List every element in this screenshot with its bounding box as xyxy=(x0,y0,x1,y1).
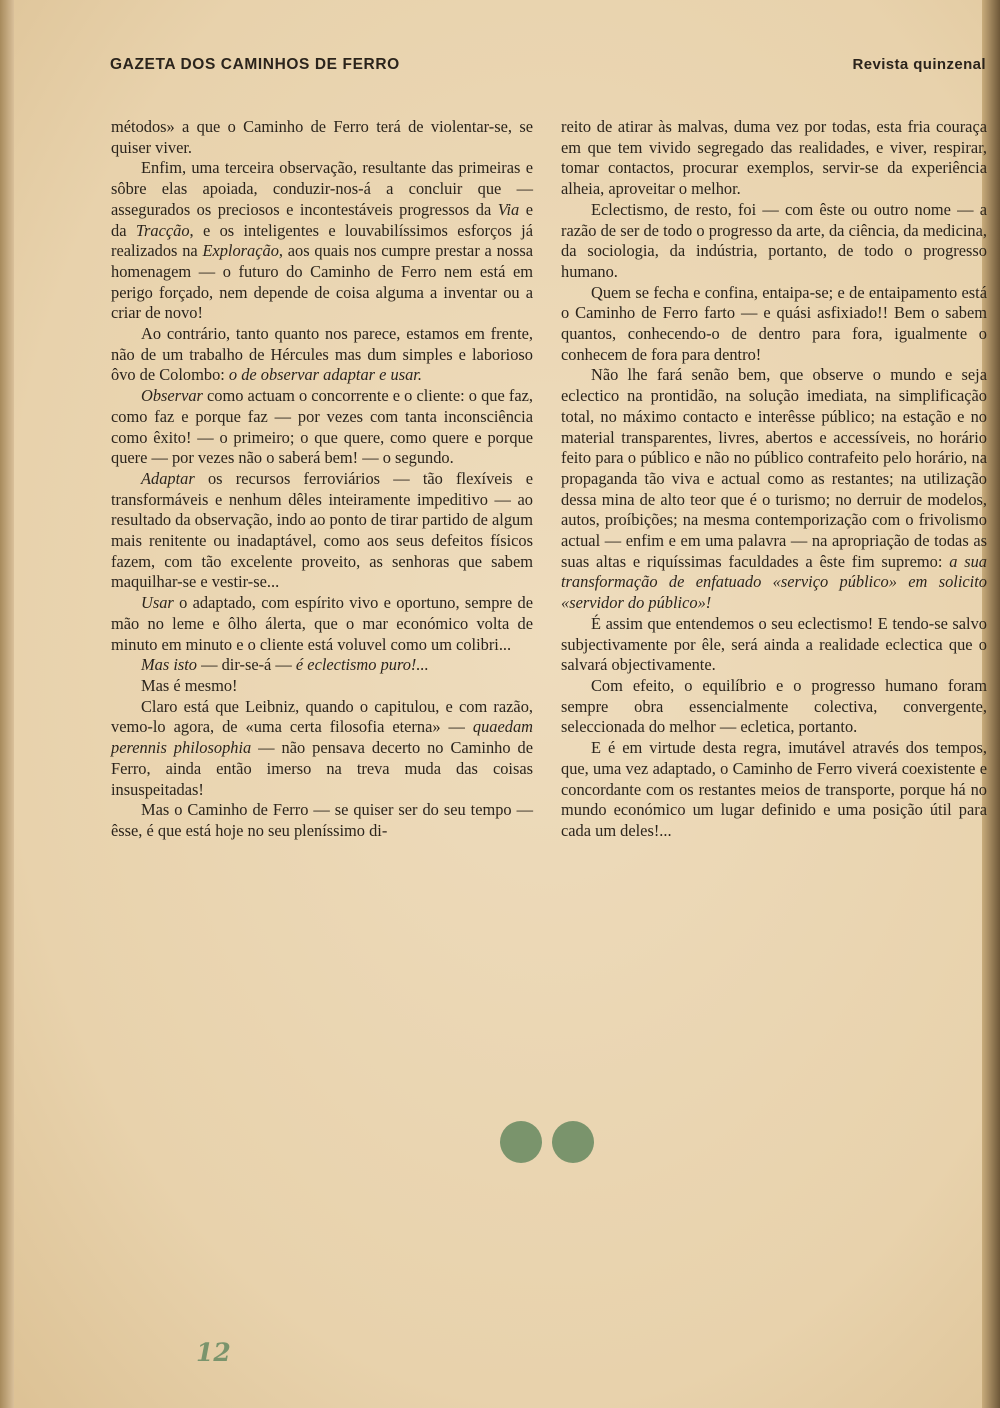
article-paragraph xyxy=(111,158,533,324)
paragraph-text: métodos» a que o Caminho de Ferro terá de violentar-se, se quiser viver. xyxy=(111,117,533,157)
text-column-right xyxy=(561,117,987,842)
article-paragraph xyxy=(111,324,533,386)
article-paragraph xyxy=(561,738,987,842)
article-paragraph xyxy=(561,117,987,200)
paragraph-text: os recursos ferroviários — tão flexíveis e transformáveis e nenhum dêles inteiramente impeditivo — ao resultado da observação, indo ao ponto de tirar partido de algum mais renitente ou inadaptável, como aos seus defeitos físicos fazem, com tão excelente proveito, as senhoras que sabem maquilhar-se e vestir-se... xyxy=(111,468,533,592)
ornament-dot xyxy=(500,1121,542,1163)
emphasis-text: Adaptar xyxy=(141,468,195,488)
article-paragraph xyxy=(561,614,987,676)
article-paragraph xyxy=(111,117,533,158)
paragraph-text: Ao contrário, tanto quanto nos parece, estamos em frente, não de um trabalho de Hércules mas dum simples e laborioso ôvo de Colombo: xyxy=(111,324,533,385)
page-binding-edge xyxy=(0,0,14,1408)
article-paragraph xyxy=(111,386,533,469)
ornament-dot xyxy=(552,1121,594,1163)
emphasis-text: o de observar adaptar e usar. xyxy=(228,365,422,385)
article-paragraph xyxy=(111,469,533,593)
emphasis-text: Usar xyxy=(141,593,174,613)
paragraph-text: — não pensava decerto no Caminho de Ferro, ainda então imerso na treva muda das coisas insuspeitadas! xyxy=(111,738,534,799)
paragraph-text: , aos quais nos cumpre prestar a nossa homenagem — o futuro do Caminho de Ferro nem está em perigo forçado, nem depende de coisa alguma a inventar ou a criar de novo! xyxy=(111,241,534,323)
article-paragraph xyxy=(561,365,987,613)
paragraph-text: reito de atirar às malvas, duma vez por todas, esta fria couraça em que tem vivido segregado das realidades, e viver, respirar, tomar contactos, procurar exemplos, servir-se da experiência alheia, aproveitar o melhor. xyxy=(561,117,987,199)
emphasis-text: a sua transformação de enfatuado «serviço público» em solicito «servidor do público»! xyxy=(561,551,988,613)
article-paragraph xyxy=(111,676,533,697)
article-paragraph xyxy=(561,200,987,283)
paragraph-text: E é em virtude desta regra, imutável através dos tempos, que, uma vez adaptado, o Caminho de Ferro viverá coexistente e concordante com os restantes meios de transporte, porque há no mundo económico um lugar definido e uma posição útil para cada um deles!... xyxy=(561,738,987,840)
paragraph-text: Eclectismo, de resto, foi — com êste ou outro nome — a razão de ser de todo o progresso da arte, da ciência, da medicina, da sociologia, da indústria, portanto, de todo o progresso humano. xyxy=(561,199,987,281)
paragraph-text: Claro está que Leibniz, quando o capitulou, e com razão, vemo-lo agora, de «uma certa filosofia eterna» — xyxy=(111,696,533,737)
paragraph-text: — dir-se-á — xyxy=(197,655,296,675)
page-number: 12 xyxy=(196,1338,231,1367)
paragraph-text: Com efeito, o equilíbrio e o progresso humano foram sempre obra essencialmente colectiva, convergente, seleccionada do melhor — ecletica, portanto. xyxy=(561,675,987,737)
emphasis-text: Mas isto xyxy=(141,655,198,675)
article-paragraph xyxy=(111,800,533,841)
article-paragraph xyxy=(561,676,987,738)
article-paragraph xyxy=(111,655,533,676)
paragraph-text: , e os inteligentes e louvabilíssimos esforços já realizados na xyxy=(111,220,533,261)
paragraph-text: Não lhe fará senão bem, que observe o mundo e seja eclectico na prontidão, na solução imediata, na simplificação total, no máximo contacto e interêsse público; na estação e no material transparentes, livres, abertos e accessíveis, no horário feito para o público e não no público contrafeito pelo horário, na propaganda tão viva e actual como as restantes; na utilização dessa mina de alto teor que é o turismo; no derruir de modelos, autos, proíbições; na mesma contemporização com o frivolismo actual — enfim e em uma palavra — na apropriação de todas as suas altas e riquíssimas faculdades a êste fim supremo: xyxy=(561,365,987,571)
publication-title: GAZETA DOS CAMINHOS DE FERRO xyxy=(110,56,400,73)
publication-frequency: Revista quinzenal xyxy=(852,56,986,73)
emphasis-text: quaedam perennis philosophia xyxy=(111,717,533,758)
emphasis-text: é eclectismo puro!... xyxy=(295,655,429,675)
article-paragraph xyxy=(111,697,533,801)
paragraph-text: e da xyxy=(111,199,533,240)
paragraph-text: Mas é mesmo! xyxy=(141,675,238,695)
article-paragraph xyxy=(561,283,987,366)
running-header xyxy=(110,56,986,78)
paragraph-text: É assim que entendemos o seu eclectismo! E tendo-se salvo subjectivamente por êle, será ainda a realidade eclectica que o salvará objectivamente. xyxy=(561,613,987,675)
emphasis-text: Tracção xyxy=(135,220,190,240)
text-column-left xyxy=(111,117,533,842)
paragraph-text: o adaptado, com espírito vivo e oportuno, sempre de mão no leme e ôlho álerta, que o mar económico volta de minuto em minuto e o cliente está voluvel como um colibri... xyxy=(111,593,533,654)
paragraph-text: Enfim, uma terceira observação, resultante das primeiras e sôbre elas apoiada, conduzir-nos-á a concluir que — assegurados os preciosos e incontestáveis progressos da xyxy=(111,158,533,219)
paragraph-text: Quem se fecha e confina, entaipa-se; e de entaipamento está o Caminho de Ferro farto — e quási asfixiado!! Bem o sabem quantos, conhecendo-o de dentro para fora, igualmente o conhecem de fora para dentro! xyxy=(561,282,987,364)
emphasis-text: Exploração xyxy=(202,241,279,261)
paragraph-text: Mas o Caminho de Ferro — se quiser ser do seu tempo — êsse, é que está hoje no seu pleníssimo di- xyxy=(111,800,533,840)
two-dot-ornament xyxy=(500,1121,596,1163)
paragraph-text: como actuam o concorrente e o cliente: o que faz, como faz e porque faz — por vezes com tanta inconsciência como êxito! — o primeiro; o que quere, como quere e porque quere — por vezes não o saberá bem! — o segundo. xyxy=(111,386,533,468)
emphasis-text: Observar xyxy=(141,386,203,406)
emphasis-text: Via xyxy=(497,199,520,219)
article-paragraph xyxy=(111,593,533,655)
